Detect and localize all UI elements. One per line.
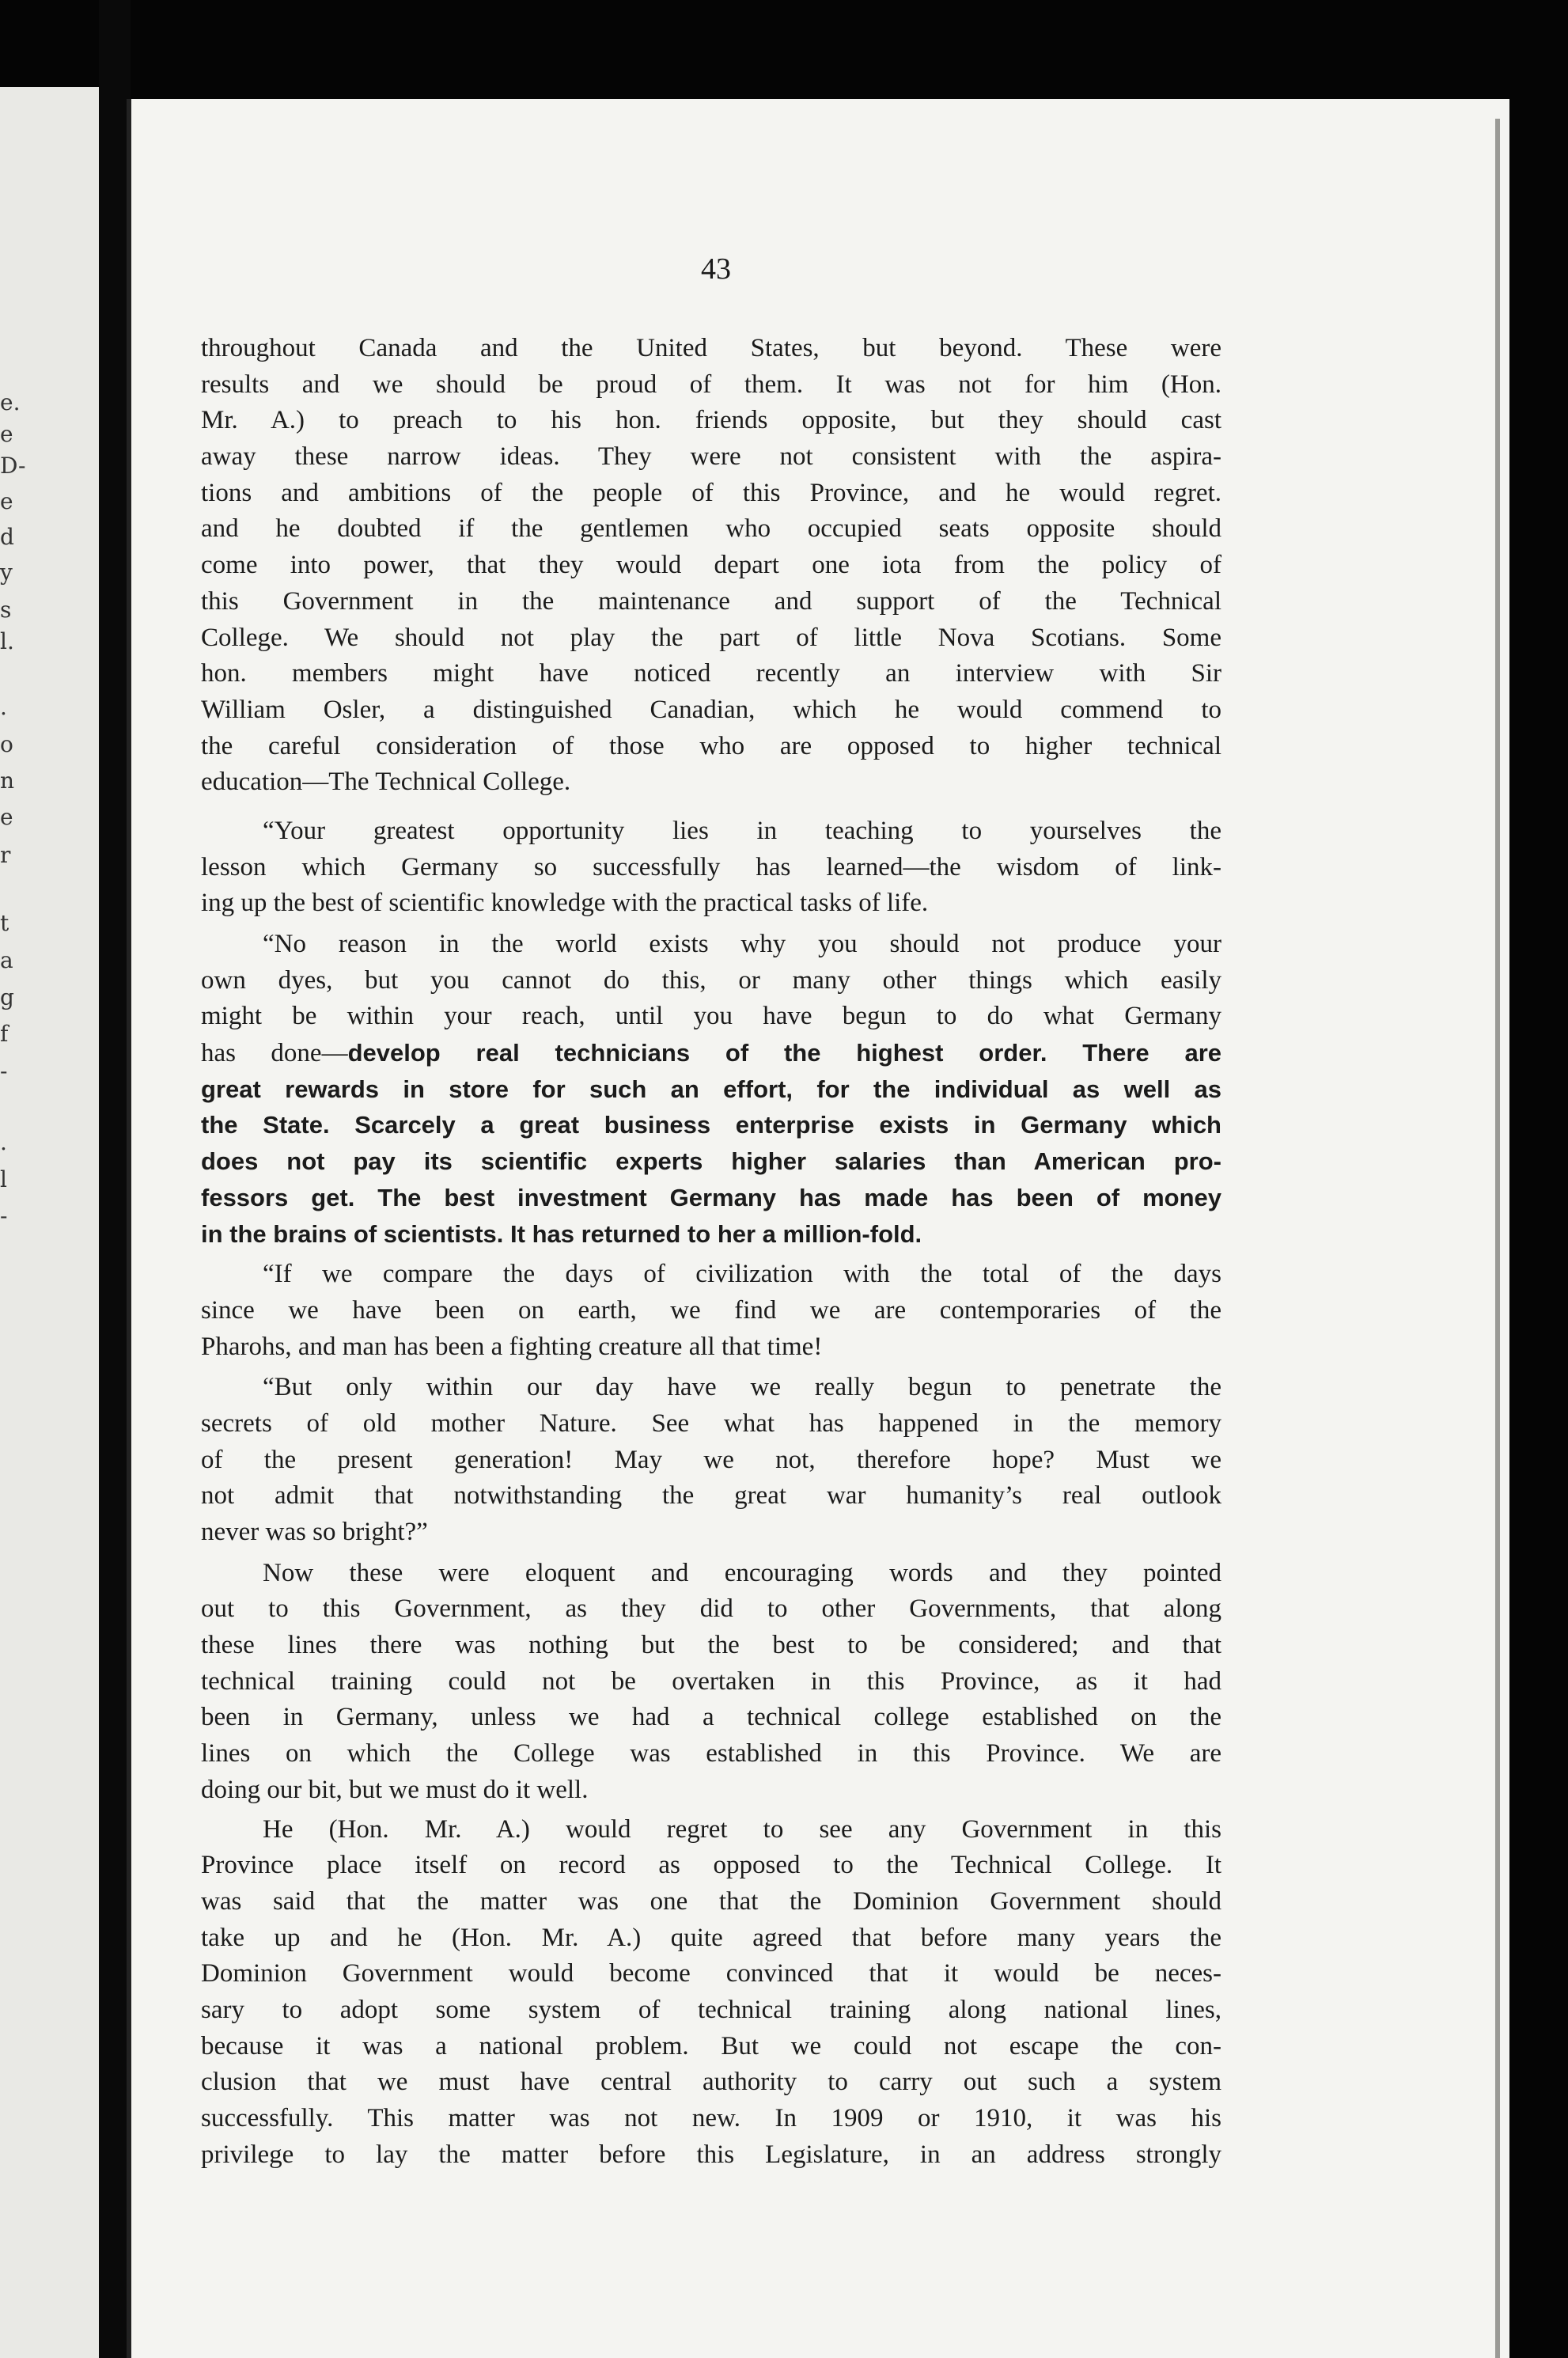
text-line bbox=[201, 1035, 1221, 1071]
text-line: lines on which the College was established in this Province. We are bbox=[201, 1739, 1221, 1768]
previous-page-fragment: e bbox=[0, 804, 13, 830]
paragraph bbox=[201, 1556, 1221, 1809]
previous-page-fragment: d bbox=[0, 524, 14, 550]
text-line: successfully. This matter was not new. In 1909 or 1910, it was his bbox=[201, 2104, 1221, 2132]
text-line: fessors get. The best investment Germany has made has been of money bbox=[201, 1183, 1221, 1211]
text-line: Pharohs, and man has been a fighting creature all that time! bbox=[201, 1332, 823, 1361]
text-line: was said that the matter was one that the Dominion Government should bbox=[201, 1886, 1221, 1916]
paragraph bbox=[201, 1812, 1221, 2174]
text-line: “No reason in the world exists why you should not produce your bbox=[263, 930, 1221, 958]
text-line: never was so bright?” bbox=[201, 1518, 428, 1546]
text-line: and he doubted if the gentlemen who occupied seats opposite should bbox=[201, 514, 1221, 544]
text-line: this Government in the maintenance and support of the Technical bbox=[201, 586, 1221, 616]
text-line: Province place itself on record as opposed to the Technical College. It bbox=[201, 1851, 1221, 1880]
previous-page-fragment: e bbox=[0, 421, 13, 447]
text-line: He (Hon. Mr. A.) would regret to see any Government in this bbox=[263, 1814, 1221, 1844]
previous-page-fragment: f bbox=[0, 1021, 9, 1047]
previous-page-fragment: D- bbox=[0, 453, 26, 479]
text-line: William Osler, a distinguished Canadian, which he would commend to bbox=[201, 695, 1221, 724]
text-line: the careful consideration of those who are opposed to higher technical bbox=[201, 731, 1221, 760]
text-line: out to this Government, as they did to other Governments, that along bbox=[201, 1594, 1221, 1624]
paragraph bbox=[201, 331, 1221, 801]
previous-page-fragment: - bbox=[0, 1058, 8, 1084]
text-line: privilege to lay the matter before this Legislature, in an address strongly bbox=[201, 2140, 1221, 2169]
previous-page-fragment: t bbox=[0, 910, 9, 936]
text-line: because it was a national problem. But we could not escape the con- bbox=[201, 2031, 1221, 2060]
text-line: secrets of old mother Nature. See what has happened in the memory bbox=[201, 1408, 1221, 1438]
page-edge-shadow bbox=[1495, 119, 1500, 2358]
previous-page-fragment: o bbox=[0, 731, 13, 757]
previous-page-fragment: a bbox=[0, 947, 13, 973]
page-body-text bbox=[201, 331, 1221, 2173]
text-line: since we have been on earth, we find we are contemporaries of the bbox=[201, 1295, 1221, 1325]
previous-page-fragment: n bbox=[0, 768, 15, 794]
quote-paragraph bbox=[201, 813, 1221, 922]
previous-page-fragment: . bbox=[0, 694, 7, 720]
text-line: the State. Scarcely a great business enterprise exists in Germany which bbox=[201, 1111, 1221, 1139]
text-line: hon. members might have noticed recently an interview with Sir bbox=[201, 659, 1221, 688]
previous-page-fragment: e. bbox=[0, 389, 21, 415]
text-line: ing up the best of scientific knowledge with the practical tasks of life. bbox=[201, 889, 929, 918]
previous-page-fragment: - bbox=[0, 1203, 8, 1229]
text-line: tions and ambitions of the people of this Province, and he would regret. bbox=[201, 478, 1221, 507]
previous-page-fragment: y bbox=[0, 559, 13, 586]
text-line: doing our bit, but we must do it well. bbox=[201, 1775, 589, 1804]
text-line: been in Germany, unless we had a technical college established on the bbox=[201, 1703, 1221, 1732]
text-line: not admit that notwithstanding the great war humanity’s real outlook bbox=[201, 1481, 1221, 1511]
text-line: sary to adopt some system of technical training along national lines, bbox=[201, 1995, 1221, 2024]
text-line: Dominion Government would become convinced that it would be neces- bbox=[201, 1959, 1221, 1988]
text-line: College. We should not play the part of little Nova Scotians. Some bbox=[201, 623, 1221, 652]
previous-page-edge bbox=[0, 87, 99, 2358]
previous-page-fragment: s bbox=[0, 597, 12, 623]
previous-page-fragment: g bbox=[0, 984, 14, 1010]
text-line: “If we compare the days of civilization with the total of the days bbox=[263, 1260, 1221, 1289]
text-line: “Your greatest opportunity lies in teaching to yourselves the bbox=[263, 816, 1221, 845]
text-line: does not pay its scientific experts higher salaries than American pro- bbox=[201, 1147, 1221, 1176]
previous-page-fragment: l bbox=[0, 1166, 7, 1192]
text-line: these lines there was nothing but the best to be considered; and that bbox=[201, 1631, 1221, 1660]
previous-page-fragment: e bbox=[0, 488, 13, 514]
text-line: away these narrow ideas. They were not consistent with the aspira- bbox=[201, 442, 1221, 472]
page-number: 43 bbox=[701, 252, 731, 286]
quote-paragraph bbox=[201, 927, 1221, 1252]
text-line: great rewards in store for such an effort, for the individual as well as bbox=[201, 1075, 1221, 1103]
text-line: own dyes, but you cannot do this, or many other things which easily bbox=[201, 965, 1221, 995]
bold-text-span: develop real technicians of the highest order. There are bbox=[347, 1039, 1222, 1067]
text-line: throughout Canada and the United States, but beyond. These were bbox=[201, 334, 1221, 362]
text-line: might be within your reach, until you have begun to do what Germany bbox=[201, 1002, 1221, 1031]
text-line: come into power, that they would depart one iota from the policy of bbox=[201, 551, 1221, 580]
text-line: in the brains of scientists. It has returned to her a million-fold. bbox=[201, 1219, 922, 1248]
quote-paragraph bbox=[201, 1370, 1221, 1550]
text-line: results and we should be proud of them. It was not for him (Hon. bbox=[201, 370, 1221, 399]
text-line: “But only within our day have we really begun to penetrate the bbox=[263, 1373, 1221, 1402]
text-line: Now these were eloquent and encouraging words and they pointed bbox=[263, 1558, 1221, 1587]
book-gutter bbox=[99, 0, 131, 2358]
text-span: has done— bbox=[201, 1039, 348, 1068]
text-line: Mr. A.) to preach to his hon. friends opposite, but they should cast bbox=[201, 406, 1221, 435]
previous-page-fragment: . bbox=[0, 1129, 7, 1155]
text-line: of the present generation! May we not, therefore hope? Must we bbox=[201, 1445, 1221, 1474]
previous-page-fragment: r bbox=[0, 842, 11, 868]
text-line: lesson which Germany so successfully has learned—the wisdom of link- bbox=[201, 852, 1221, 881]
text-line: technical training could not be overtaken in this Province, as it had bbox=[201, 1666, 1221, 1696]
text-line: education—The Technical College. bbox=[201, 768, 571, 797]
text-line: clusion that we must have central authority to carry out such a system bbox=[201, 2068, 1221, 2097]
text-line: take up and he (Hon. Mr. A.) quite agreed that before many years the bbox=[201, 1923, 1221, 1952]
quote-paragraph bbox=[201, 1257, 1221, 1365]
previous-page-fragment: l. bbox=[0, 628, 14, 654]
